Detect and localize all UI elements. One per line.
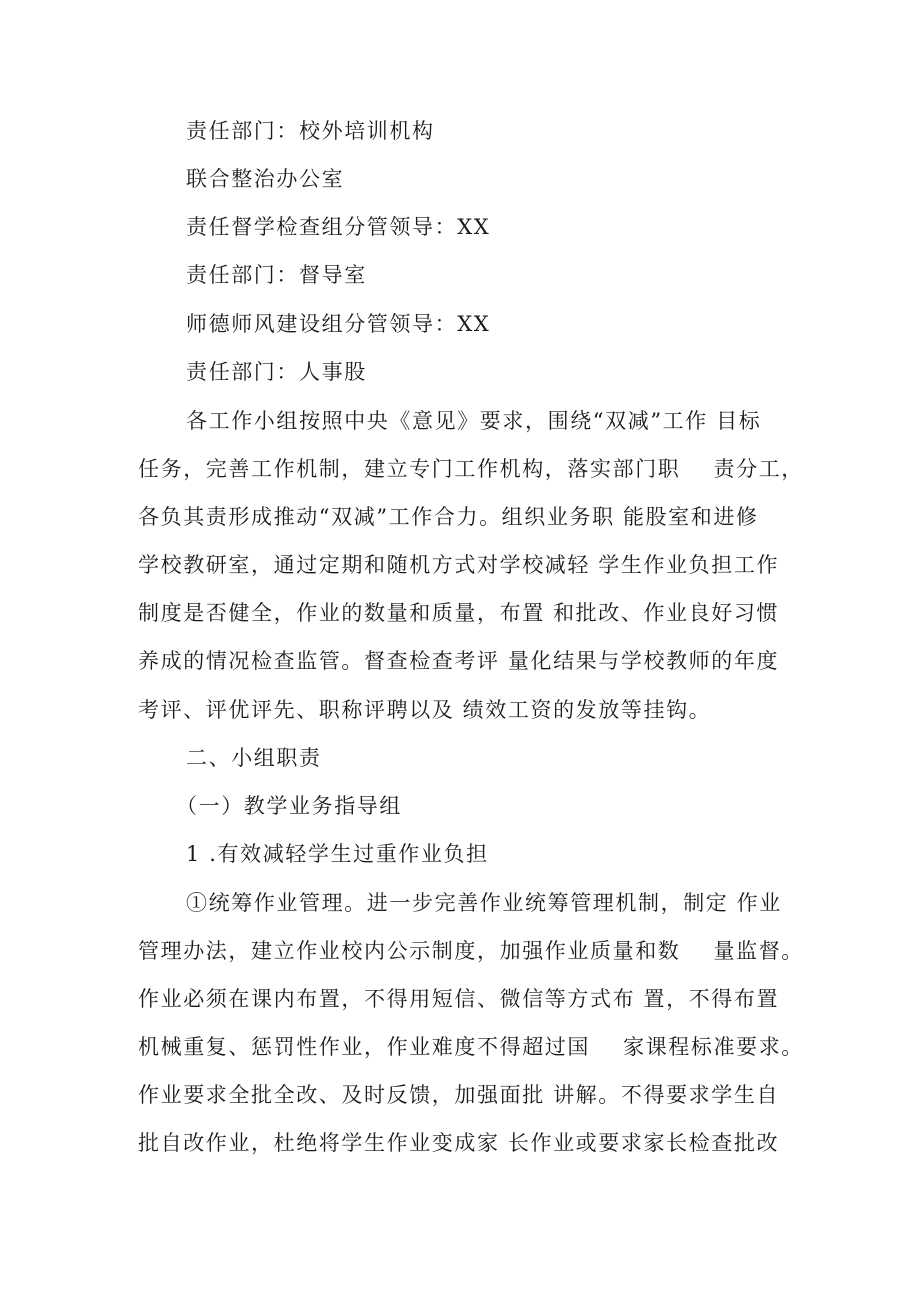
section-heading: 二、小组职责 — [186, 746, 322, 770]
paragraph-line: 任务，完善工作机制，建立专门工作机构，落实部门职 责分工， — [138, 457, 804, 481]
text-line-joint-office: 联合整治办公室 — [186, 167, 345, 191]
paragraph-line: 批自改作业，杜绝将学生作业变成家 长作业或要求家长检查批改 — [138, 1131, 780, 1155]
paragraph-line: 各负其责形成推动“双减”工作合力。组织业务职 能股室和进修 — [138, 505, 759, 529]
paragraph-line: 机械重复、惩罚性作业，作业难度不得超过国 家课程标准要求。 — [138, 1035, 804, 1059]
paragraph-line: 各工作小组按照中央《意见》要求，围绕“双减”工作 目标 — [186, 409, 762, 433]
subsection-heading: （一）教学业务指导组 — [176, 794, 402, 818]
item-heading: 1 .有效减轻学生过重作业负担 — [186, 842, 489, 866]
paragraph-line: 管理办法，建立作业校内公示制度，加强作业质量和数 量监督。 — [138, 939, 804, 963]
paragraph-line: 考评、评优评先、职称评聘以及 绩效工资的发放等挂钩。 — [138, 698, 712, 722]
paragraph-line: 制度是否健全，作业的数量和质量，布置 和批改、作业良好习惯 — [138, 601, 780, 625]
text-line-supervision-leader: 责任督学检查组分管领导：XX — [186, 215, 491, 239]
paragraph-line: 养成的情况检查监管。督查检查考评 量化结果与学校教师的年度 — [138, 649, 780, 673]
paragraph-line: 学校教研室，通过定期和随机方式对学校减轻 学生作业负担工作 — [138, 553, 780, 577]
paragraph-line: 作业必须在课内布置，不得用短信、微信等方式布 置，不得布置 — [138, 987, 780, 1011]
paragraph-line: 作业要求全批全改、及时反馈，加强面批 讲解。不得要求学生自 — [138, 1083, 780, 1107]
paragraph-line: ①统筹作业管理。进一步完善作业统筹管理机制，制定 作业 — [186, 891, 782, 915]
text-line-responsible-dept-personnel: 责任部门：人事股 — [186, 360, 367, 384]
text-line-ethics-leader: 师德师风建设组分管领导：XX — [186, 312, 491, 336]
text-line-responsible-dept-supervision: 责任部门：督导室 — [186, 263, 367, 287]
text-line-responsible-dept-training: 责任部门：校外培训机构 — [186, 119, 435, 143]
